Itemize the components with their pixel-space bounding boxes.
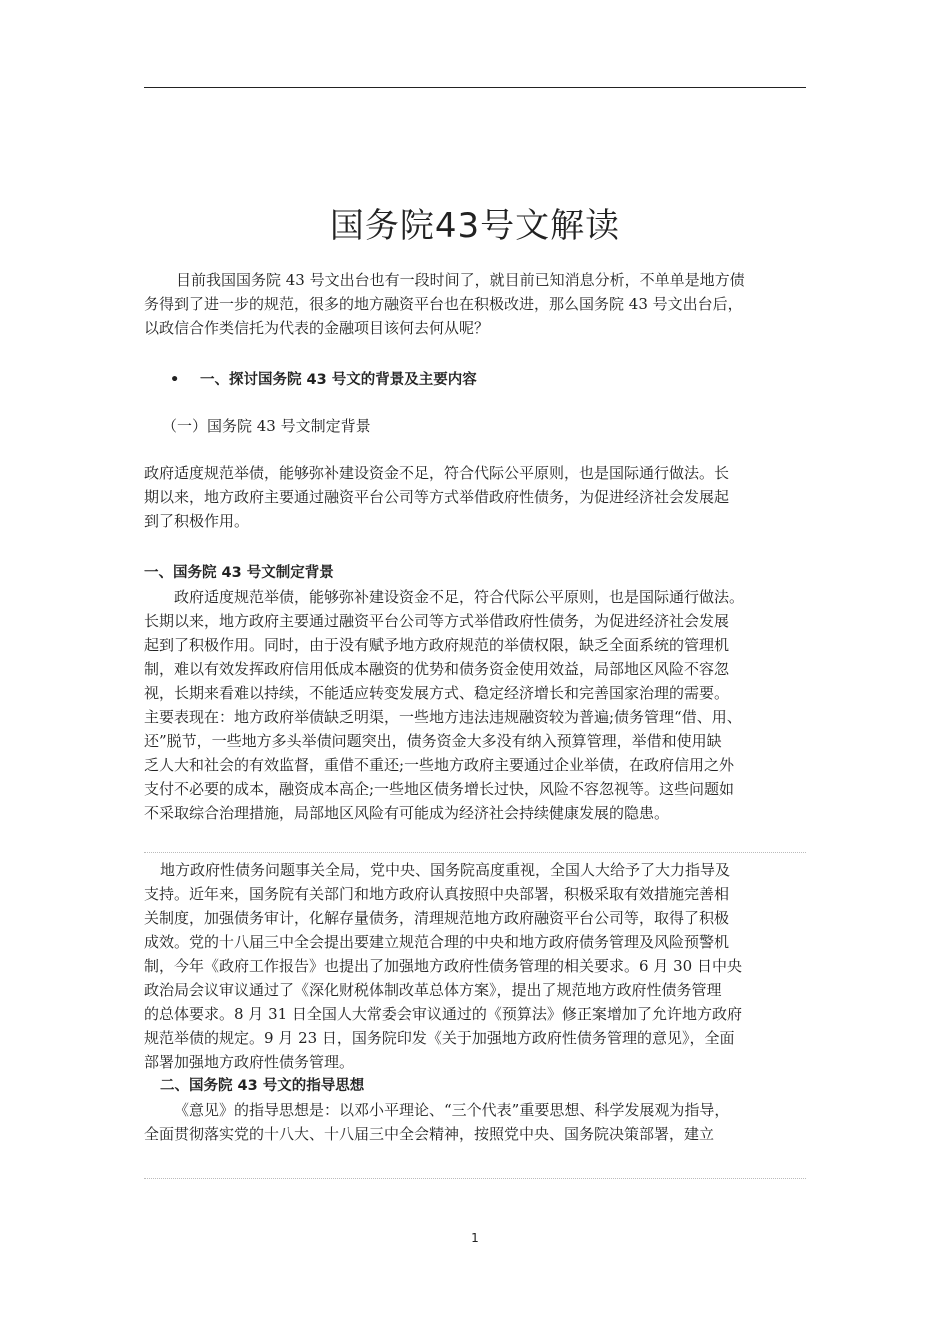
page-number: 1 [471,1231,479,1245]
paragraph-line: 支持。近年来，国务院有关部门和地方政府认真按照中央部署，积极采取有效措施完善相 [144,885,730,903]
section-1 [144,561,806,825]
paragraph-line: 的总体要求。8 月 31 日全国人大常委会审议通过的《预算法》修正案增加了允许地方政府 [144,1005,742,1023]
section-line: 视，长期来看难以持续，不能适应转变发展方式、稳定经济增长和完善国家治理的需要。 [144,684,730,702]
paragraph-line: 期以来，地方政府主要通过融资平台公司等方式举借政府性债务，为促进经济社会发展起 [144,488,730,506]
bullet-heading [170,368,477,392]
paragraph-line: 成效。党的十八届三中全会提出要建立规范合理的中央和地方政府债务管理及风险预警机 [144,933,730,951]
intro-line: 务得到了进一步的规范，很多的地方融资平台也在积极改进，那么国务院 43 号文出台后， [144,295,743,313]
paragraph-1 [144,461,806,533]
paragraph-line: 政府适度规范举债，能够弥补建设资金不足，符合代际公平原则，也是国际通行做法。长 [144,464,730,482]
document-title: 国务院43号文解读 [329,206,621,246]
section-line: 不采取综合治理措施，局部地区风险有可能成为经济社会持续健康发展的隐患。 [144,804,670,822]
section-line: 主要表现在：地方政府举债缺乏明渠，一些地方违法违规融资较为普遍;债务管理“借、用、 [144,708,742,726]
paragraph-line: 制，今年《政府工作报告》也提出了加强地方政府性债务管理的相关要求。6 月 30 日中央 [144,957,742,975]
paragraph-line: 政治局会议审议通过了《深化财税体制改革总体方案》，提出了规范地方政府性债务管理 [144,981,722,999]
paragraph-line: 部署加强地方政府性债务管理。 [144,1053,355,1071]
dotted-divider [144,852,806,853]
section-line: 《意见》的指导思想是：以邓小平理论、“三个代表”重要思想、科学发展观为指导， [174,1101,730,1119]
section-line: 全面贯彻落实党的十八大、十八届三中全会精神，按照党中央、国务院决策部署，建立 [144,1125,715,1143]
bullet-heading-text: 一、探讨国务院 43 号文的背景及主要内容 [200,372,477,388]
dotted-divider [144,1178,806,1179]
paragraph-line: 到了积极作用。 [144,512,250,530]
paragraph-line: 关制度，加强债务审计，化解存量债务，清理规范地方政府融资平台公司等，取得了积极 [144,909,730,927]
bullet-icon: • [170,372,180,388]
paragraph-line: 规范举债的规定。9 月 23 日，国务院印发《关于加强地方政府性债务管理的意见》，全面 [144,1029,735,1047]
section-line: 起到了积极作用。同时，由于没有赋予地方政府规范的举债权限，缺乏全面系统的管理机 [144,636,730,654]
section-line: 长期以来，地方政府主要通过融资平台公司等方式举借政府性债务，为促进经济社会发展 [144,612,730,630]
section-line: 制，难以有效发挥政府信用低成本融资的优势和债务资金使用效益，局部地区风险不容忽 [144,660,730,678]
section-line: 支付不必要的成本，融资成本高企;一些地区债务增长过快，风险不容忽视等。这些问题如 [144,780,735,798]
header-rule [144,87,806,88]
section-line: 乏人大和社会的有效监督，重借不重还;一些地方政府主要通过企业举债，在政府信用之外 [144,756,735,774]
section-2-heading: 二、国务院 43 号文的指导思想 [160,1078,365,1094]
paragraph-line: 地方政府性债务问题事关全局，党中央、国务院高度重视，全国人大给予了大力指导及 [160,861,731,879]
section-line: 还”脱节，一些地方多头举债问题突出，债务资金大多没有纳入预算管理，举借和使用缺 [144,732,722,750]
section-1-heading: 一、国务院 43 号文制定背景 [144,565,334,581]
intro-paragraph [144,268,806,340]
subheading: （一）国务院 43 号文制定背景 [162,417,371,435]
section-line: 政府适度规范举债，能够弥补建设资金不足，符合代际公平原则，也是国际通行做法。 [174,588,745,606]
paragraph-2 [144,858,806,1146]
intro-line: 以政信合作类信托为代表的金融项目该何去何从呢？ [144,319,490,337]
intro-line: 目前我国国务院 43 号文出台也有一段时间了，就目前已知消息分析，不单单是地方债 [176,271,745,289]
